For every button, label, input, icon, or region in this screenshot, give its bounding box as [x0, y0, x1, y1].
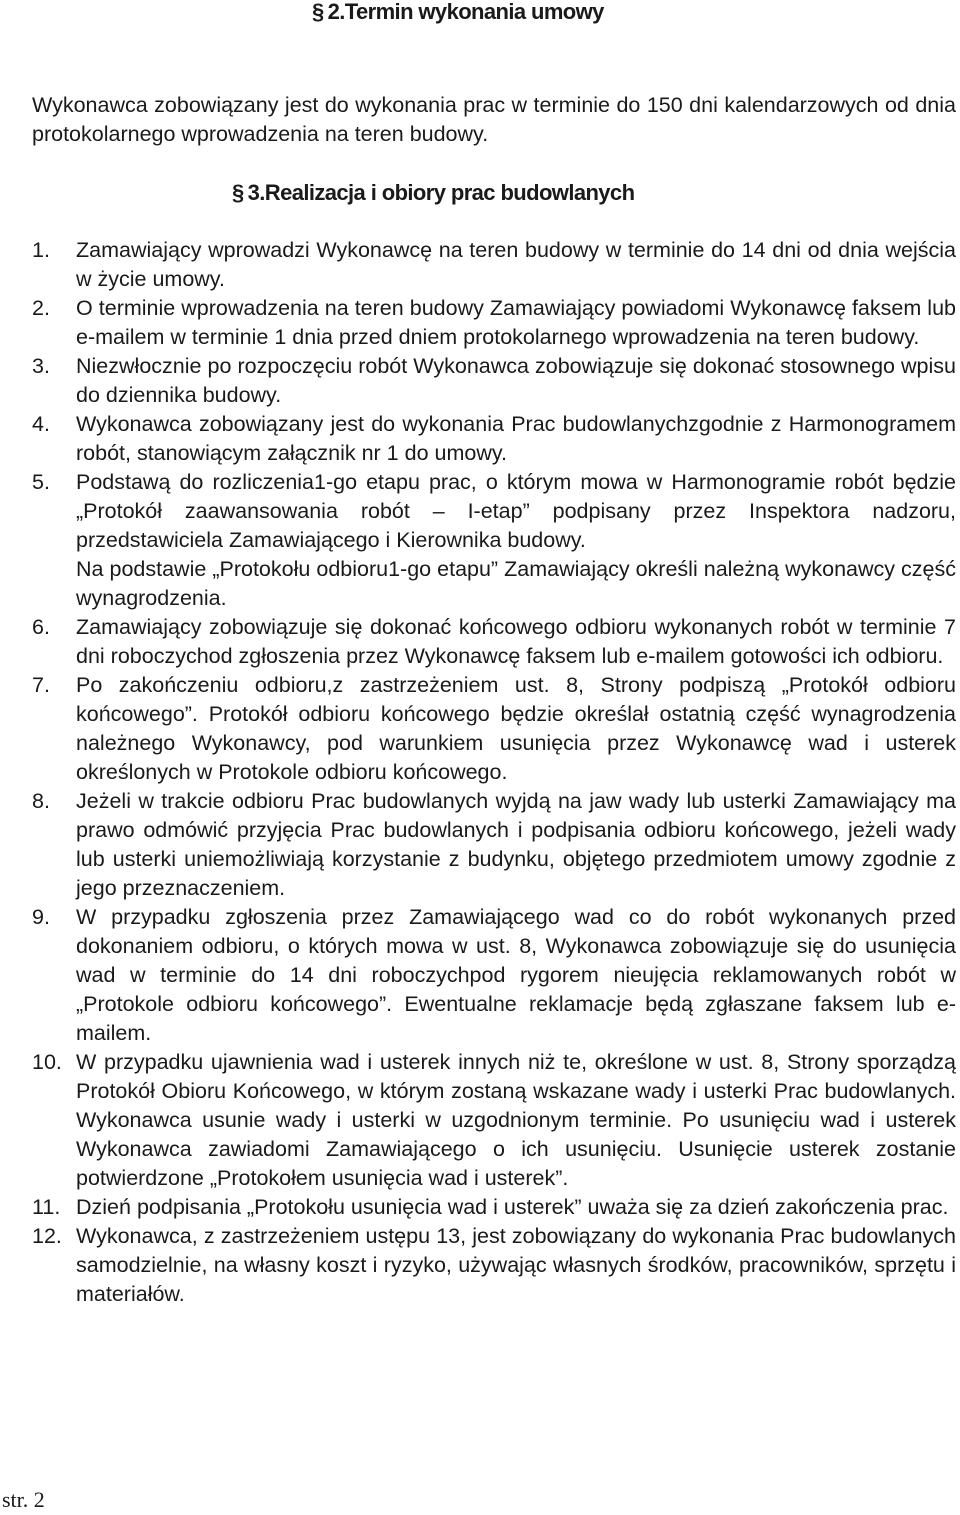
item-number: 12. — [32, 1224, 62, 1248]
list-item — [32, 903, 956, 1048]
item-number: 1. — [32, 238, 50, 262]
item-text: Wykonawca, z zastrzeżeniem ustępu 13, jest zobowiązany do wykonania Prac budowlanych samodzielnie, na własny koszt i ryzyko, używając własnych środków, pracowników, sprzętu i materiałów. — [76, 1224, 956, 1306]
item-number: 9. — [32, 905, 50, 929]
item-text-continuation: Na podstawie „Protokołu odbioru1-go etapu” Zamawiający określi należną wykonawcy część wynagrodzenia. — [76, 557, 956, 610]
item-text: Wykonawca zobowiązany jest do wykonania Prac budowlanychzgodnie z Harmonogramem robót, stanowiącym załącznik nr 1 do umowy. — [76, 412, 956, 465]
item-text: O terminie wprowadzenia na teren budowy Zamawiający powiadomi Wykonawcę faksem lub e-mailem w terminie 1 dnia przed dniem protokolarnego wprowadzenia na teren budowy. — [76, 296, 956, 349]
list-item — [32, 236, 956, 294]
list-item — [32, 410, 956, 468]
item-text: Podstawą do rozliczenia1-go etapu prac, o którym mowa w Harmonogramie robót będzie „Protokół zaawansowania robót – I-etap” podpisany przez Inspektora nadzoru, przedstawiciela Zamawiającego i Kierownika budowy. — [76, 470, 956, 552]
list-item — [32, 1048, 956, 1193]
section-title: 2.Termin wykonania umowy — [327, 0, 604, 24]
section-title: 3.Realizacja i obiory prac budowlanych — [247, 180, 635, 205]
section-3-list — [32, 236, 956, 1309]
list-item — [32, 1193, 956, 1222]
list-item — [32, 671, 956, 787]
list-item — [32, 352, 956, 410]
section-symbol: § — [232, 180, 244, 205]
section-2-paragraph: Wykonawca zobowiązany jest do wykonania prac w terminie do 150 dni kalendarzowych od dnia protokolarnego wprowadzenia na teren budowy. — [32, 93, 956, 146]
list-item — [32, 468, 956, 613]
list-item — [32, 1222, 956, 1309]
item-text: Zamawiający zobowiązuje się dokonać końcowego odbioru wykonanych robót w terminie 7 dni roboczychod zgłoszenia przez Wykonawcę faksem lub e-mailem gotowości ich odbioru. — [76, 615, 956, 668]
item-number: 2. — [32, 296, 50, 320]
section-3-heading — [232, 180, 634, 206]
item-number: 5. — [32, 470, 50, 494]
item-number: 10. — [32, 1050, 62, 1074]
item-text-group — [76, 468, 956, 613]
item-number: 8. — [32, 789, 50, 813]
item-text: Zamawiający wprowadzi Wykonawcę na teren budowy w terminie do 14 dni od dnia wejścia w życie umowy. — [76, 238, 956, 291]
section-2-heading — [312, 0, 604, 25]
item-number: 6. — [32, 615, 50, 639]
item-number: 11. — [32, 1195, 61, 1219]
item-text: W przypadku ujawnienia wad i usterek innych niż te, określone w ust. 8, Strony sporządzą Protokół Obioru Końcowego, w którym zostaną wskazane wady i usterki Prac budowlanych. Wykonawca usunie wady i usterki w uzgodnionym terminie. Po usunięciu wad i usterek Wykonawca zawiadomi Zamawiającego o ich usunięciu. Usunięcie usterek zostanie potwierdzone „Protokołem usunięcia wad i usterek”. — [76, 1050, 956, 1190]
item-text: Dzień podpisania „Protokołu usunięcia wad i usterek” uważa się za dzień zakończenia prac. — [76, 1195, 949, 1219]
list-item — [32, 613, 956, 671]
list-item — [32, 294, 956, 352]
item-text: W przypadku zgłoszenia przez Zamawiającego wad co do robót wykonanych przed dokonaniem odbioru, o których mowa w ust. 8, Wykonawca zobowiązuje się do usunięcia wad w terminie do 14 dni roboczychpod rygorem nieujęcia reklamowanych robót w „Protokole odbioru końcowego”. Ewentualne reklamacje będą zgłaszane faksem lub e-mailem. — [76, 905, 956, 1045]
list-item — [32, 787, 956, 903]
item-text: Niezwłocznie po rozpoczęciu robót Wykonawca zobowiązuje się dokonać stosownego wpisu do dziennika budowy. — [76, 354, 956, 407]
item-number: 7. — [32, 673, 50, 697]
item-text: Jeżeli w trakcie odbioru Prac budowlanych wyjdą na jaw wady lub usterki Zamawiający ma prawo odmówić przyjęcia Prac budowlanych i podpisania odbioru końcowego, jeżeli wady lub usterki uniemożliwiają korzystanie z budynku, objętego przedmiotem umowy zgodnie z jego przeznaczeniem. — [76, 789, 956, 900]
item-number: 4. — [32, 412, 50, 436]
item-number: 3. — [32, 354, 50, 378]
item-text: Po zakończeniu odbioru,z zastrzeżeniem ust. 8, Strony podpiszą „Protokół odbioru końcowego”. Protokół odbioru końcowego będzie określał ostatnią część wynagrodzenia należnego Wykonawcy, pod warunkiem usunięcia przez Wykonawcę wad i usterek określonych w Protokole odbioru końcowego. — [76, 673, 956, 784]
section-symbol: § — [312, 0, 324, 24]
page-number: str. 2 — [2, 1487, 45, 1512]
